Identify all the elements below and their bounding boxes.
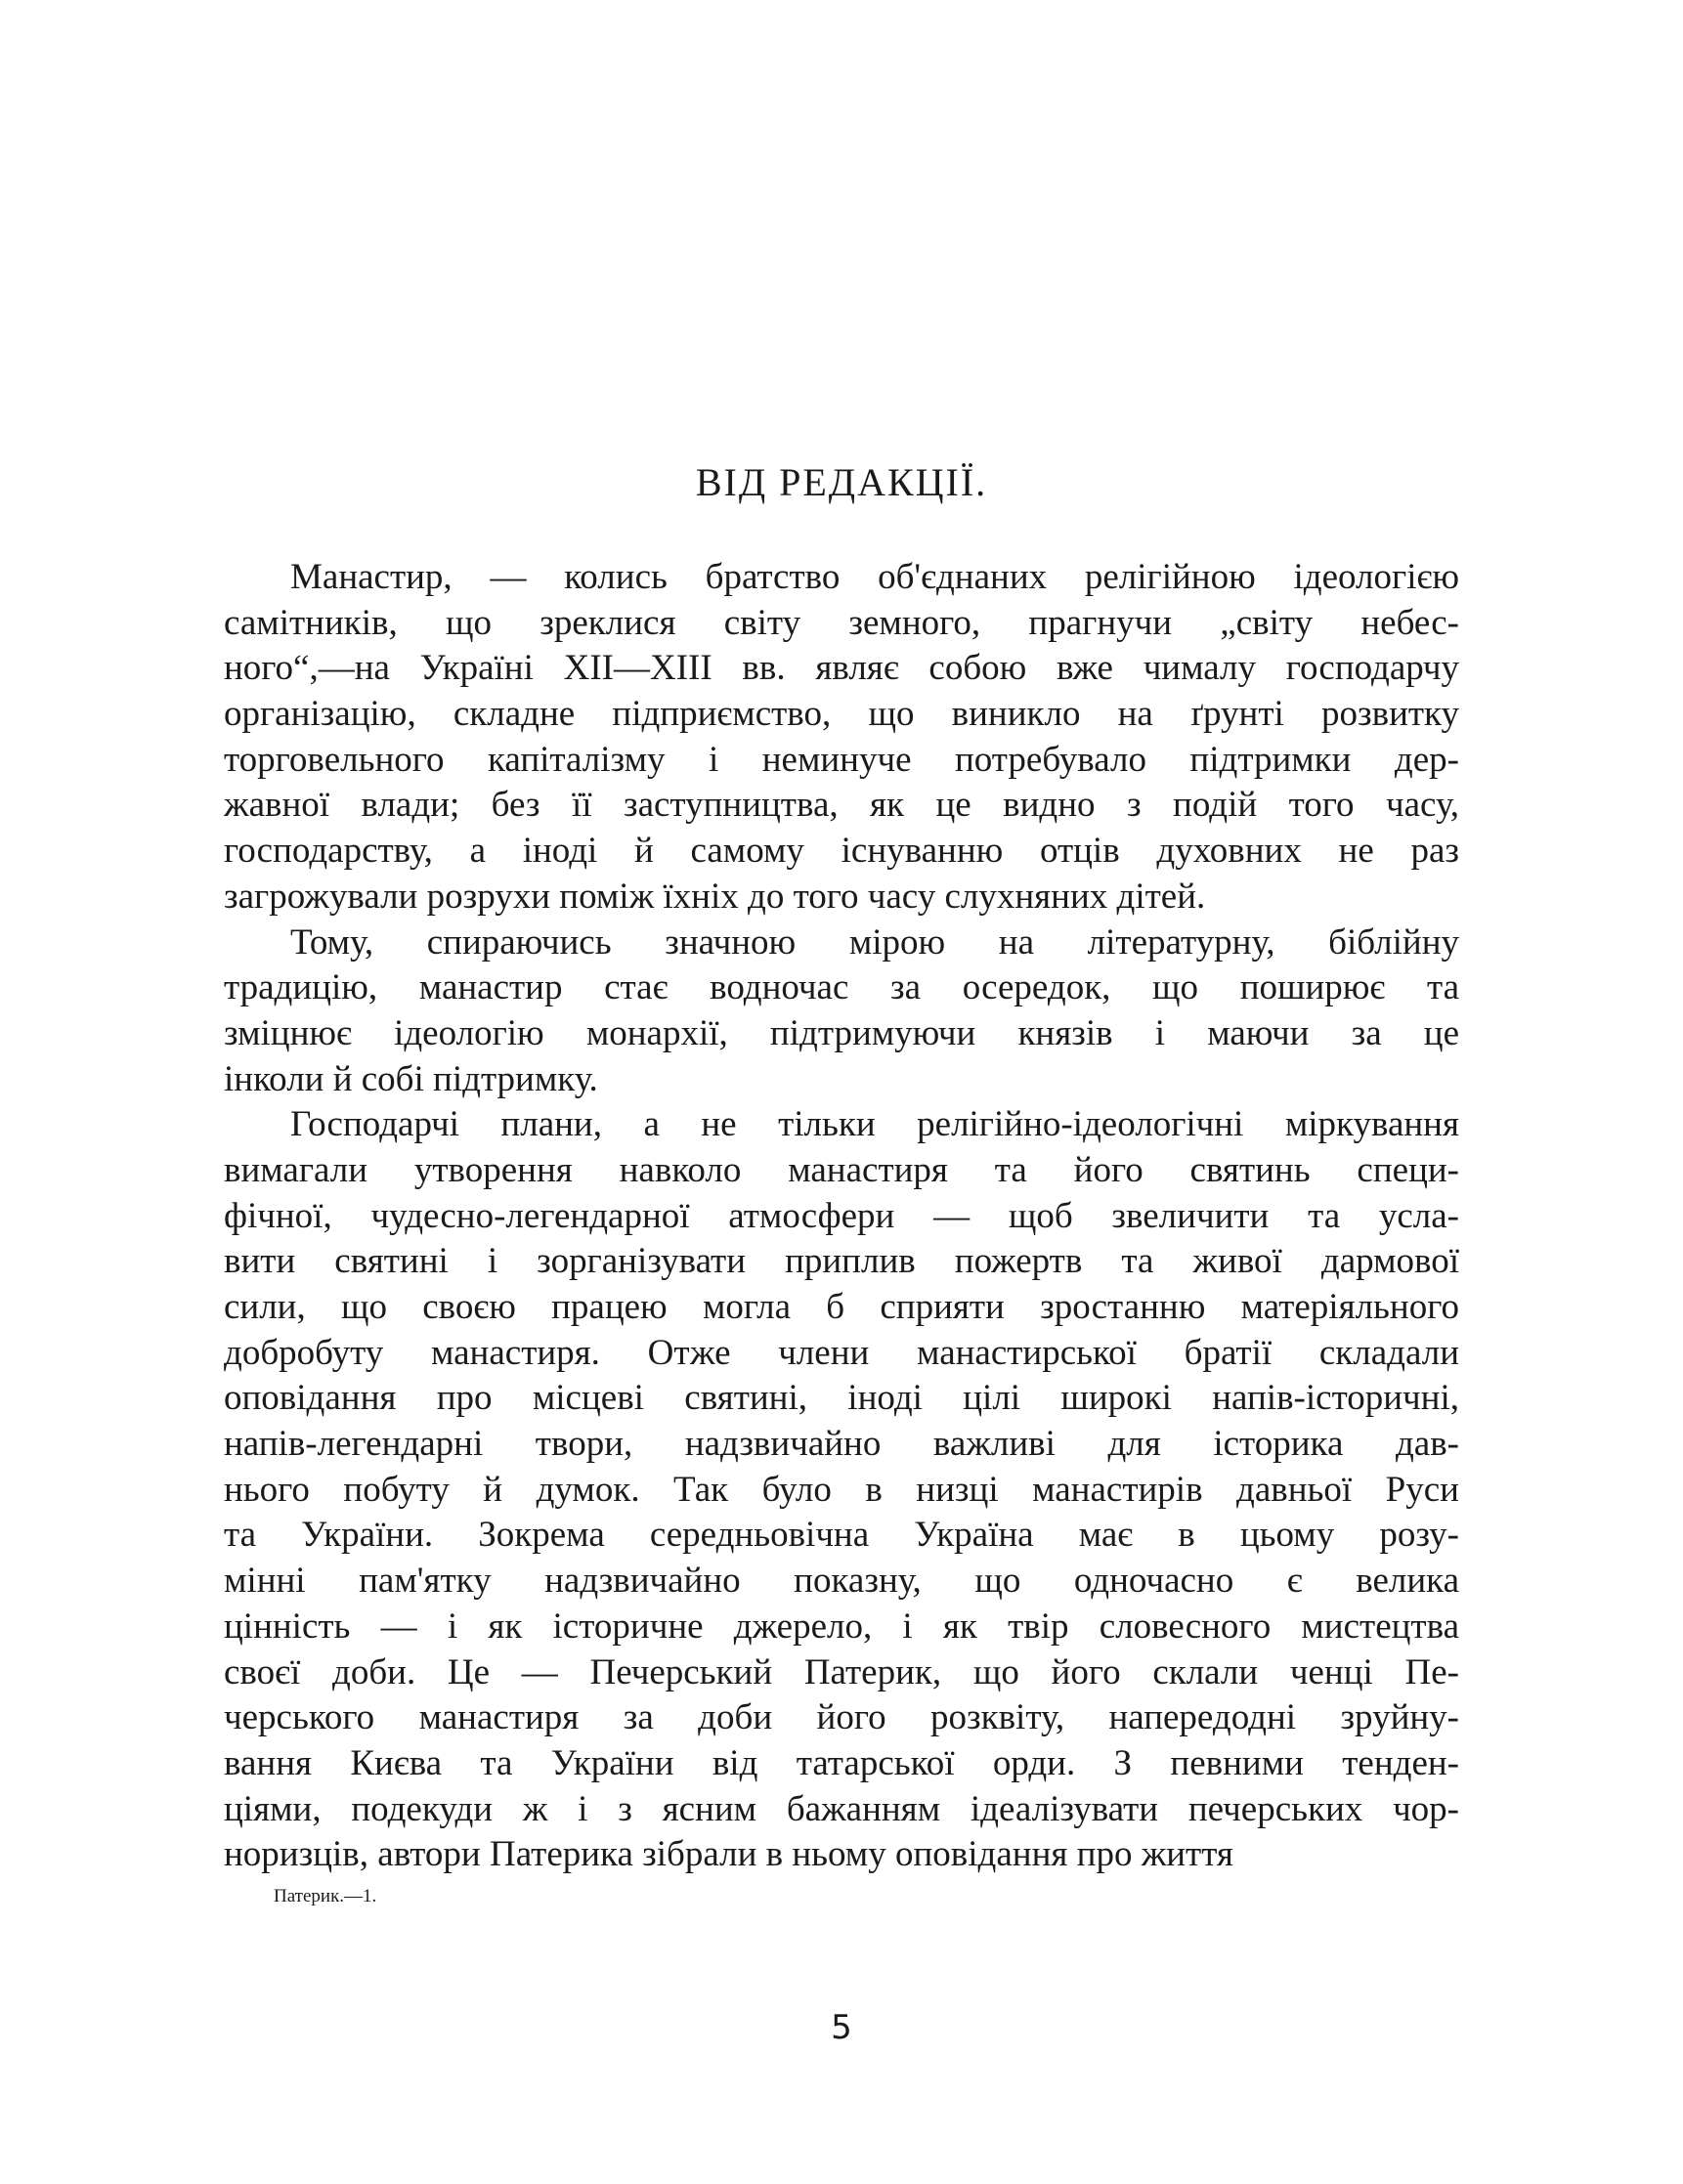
- text-line: Господарчі плани, а не тільки релігійно-ідеологічні міркування: [290, 1104, 1459, 1145]
- text-line: нього побуту й думок. Так було в низці манастирів давньої Руси: [224, 1469, 1459, 1510]
- text-line: вимагали утворення навколо манастиря та його святинь специ-: [224, 1149, 1459, 1190]
- text-line: жавної влади; без її заступництва, як це видно з подій того часу,: [224, 785, 1459, 826]
- signature-mark: Патерик.—1.: [274, 1886, 377, 1906]
- paragraph: [224, 1102, 1459, 1878]
- text-line: господарству, а іноді й самому існуванню отців духовних не раз: [224, 831, 1459, 872]
- text-line: напів-легендарні твори, надзвичайно важливі для історика дав-: [224, 1424, 1459, 1465]
- text-line: інколи й собі підтримку.: [224, 1058, 598, 1099]
- text-line: традицію, манастир стає водночас за осередок, що поширює та: [224, 967, 1459, 1008]
- text-line: мінні пам'ятку надзвичайно показну, що одночасно є велика: [224, 1561, 1459, 1602]
- paragraph: [224, 555, 1459, 921]
- text-line: цінність — і як історичне джерело, і як твір словесного мистецтва: [224, 1606, 1459, 1647]
- text-line: норизців, автори Патерика зібрали в ньому оповідання про життя: [224, 1834, 1233, 1875]
- text-line: ного“,—на Україні XII—XIII вв. являє собою вже чималу господарчу: [224, 648, 1459, 689]
- text-line: сили, що своєю працею могла б сприяти зростанню матеріяльного: [224, 1287, 1459, 1327]
- text-line: самітників, що зреклися світу земного, прагнучи „світу небес-: [224, 602, 1459, 643]
- text-line: та України. Зокрема середньовічна Україна має в цьому розу-: [224, 1515, 1459, 1556]
- text-line: своєї доби. Це — Печерський Патерик, що його склали ченці Пе-: [224, 1651, 1459, 1692]
- text-line: фічної, чудесно-легендарної атмосфери — щоб звеличити та усла-: [224, 1195, 1459, 1236]
- page-number: 5: [831, 2008, 852, 2047]
- text-line: вити святині і зорганізувати приплив пожертв та живої дармової: [224, 1241, 1459, 1282]
- text-line: зміцнює ідеологію монархії, підтримуючи князів і маючи за це: [224, 1012, 1459, 1053]
- text-line: Манастир, — колись братство об'єднаних релігійною ідеологією: [290, 557, 1459, 597]
- text-line: загрожували розрухи поміж їхніх до того часу слухняних дітей.: [224, 876, 1206, 917]
- text-line: ціями, подекуди ж і з ясним бажанням ідеалізувати печерських чор-: [224, 1788, 1459, 1829]
- text-line: вання Києва та України від татарської орди. З певними тенден-: [224, 1742, 1459, 1783]
- text-line: торговельного капіталізму і неминуче потребувало підтримки дер-: [224, 739, 1459, 780]
- text-line: добробуту манастиря. Отже члени манастирської братії складали: [224, 1332, 1459, 1373]
- text-line: Тому, спираючись значною мірою на літературну, біблійну: [290, 921, 1459, 963]
- text-line: організацію, складне підприємство, що виникло на ґрунті розвитку: [224, 694, 1459, 735]
- page-title: ВІД РЕДАКЦІЇ.: [695, 460, 988, 504]
- paragraph: [224, 921, 1459, 1103]
- text-line: оповідання про місцеві святині, іноді цілі широкі напів-історичні,: [224, 1378, 1459, 1419]
- body-text: [224, 555, 1459, 1878]
- text-line: черського манастиря за доби його розквіту, напередодні зруйну-: [224, 1697, 1459, 1738]
